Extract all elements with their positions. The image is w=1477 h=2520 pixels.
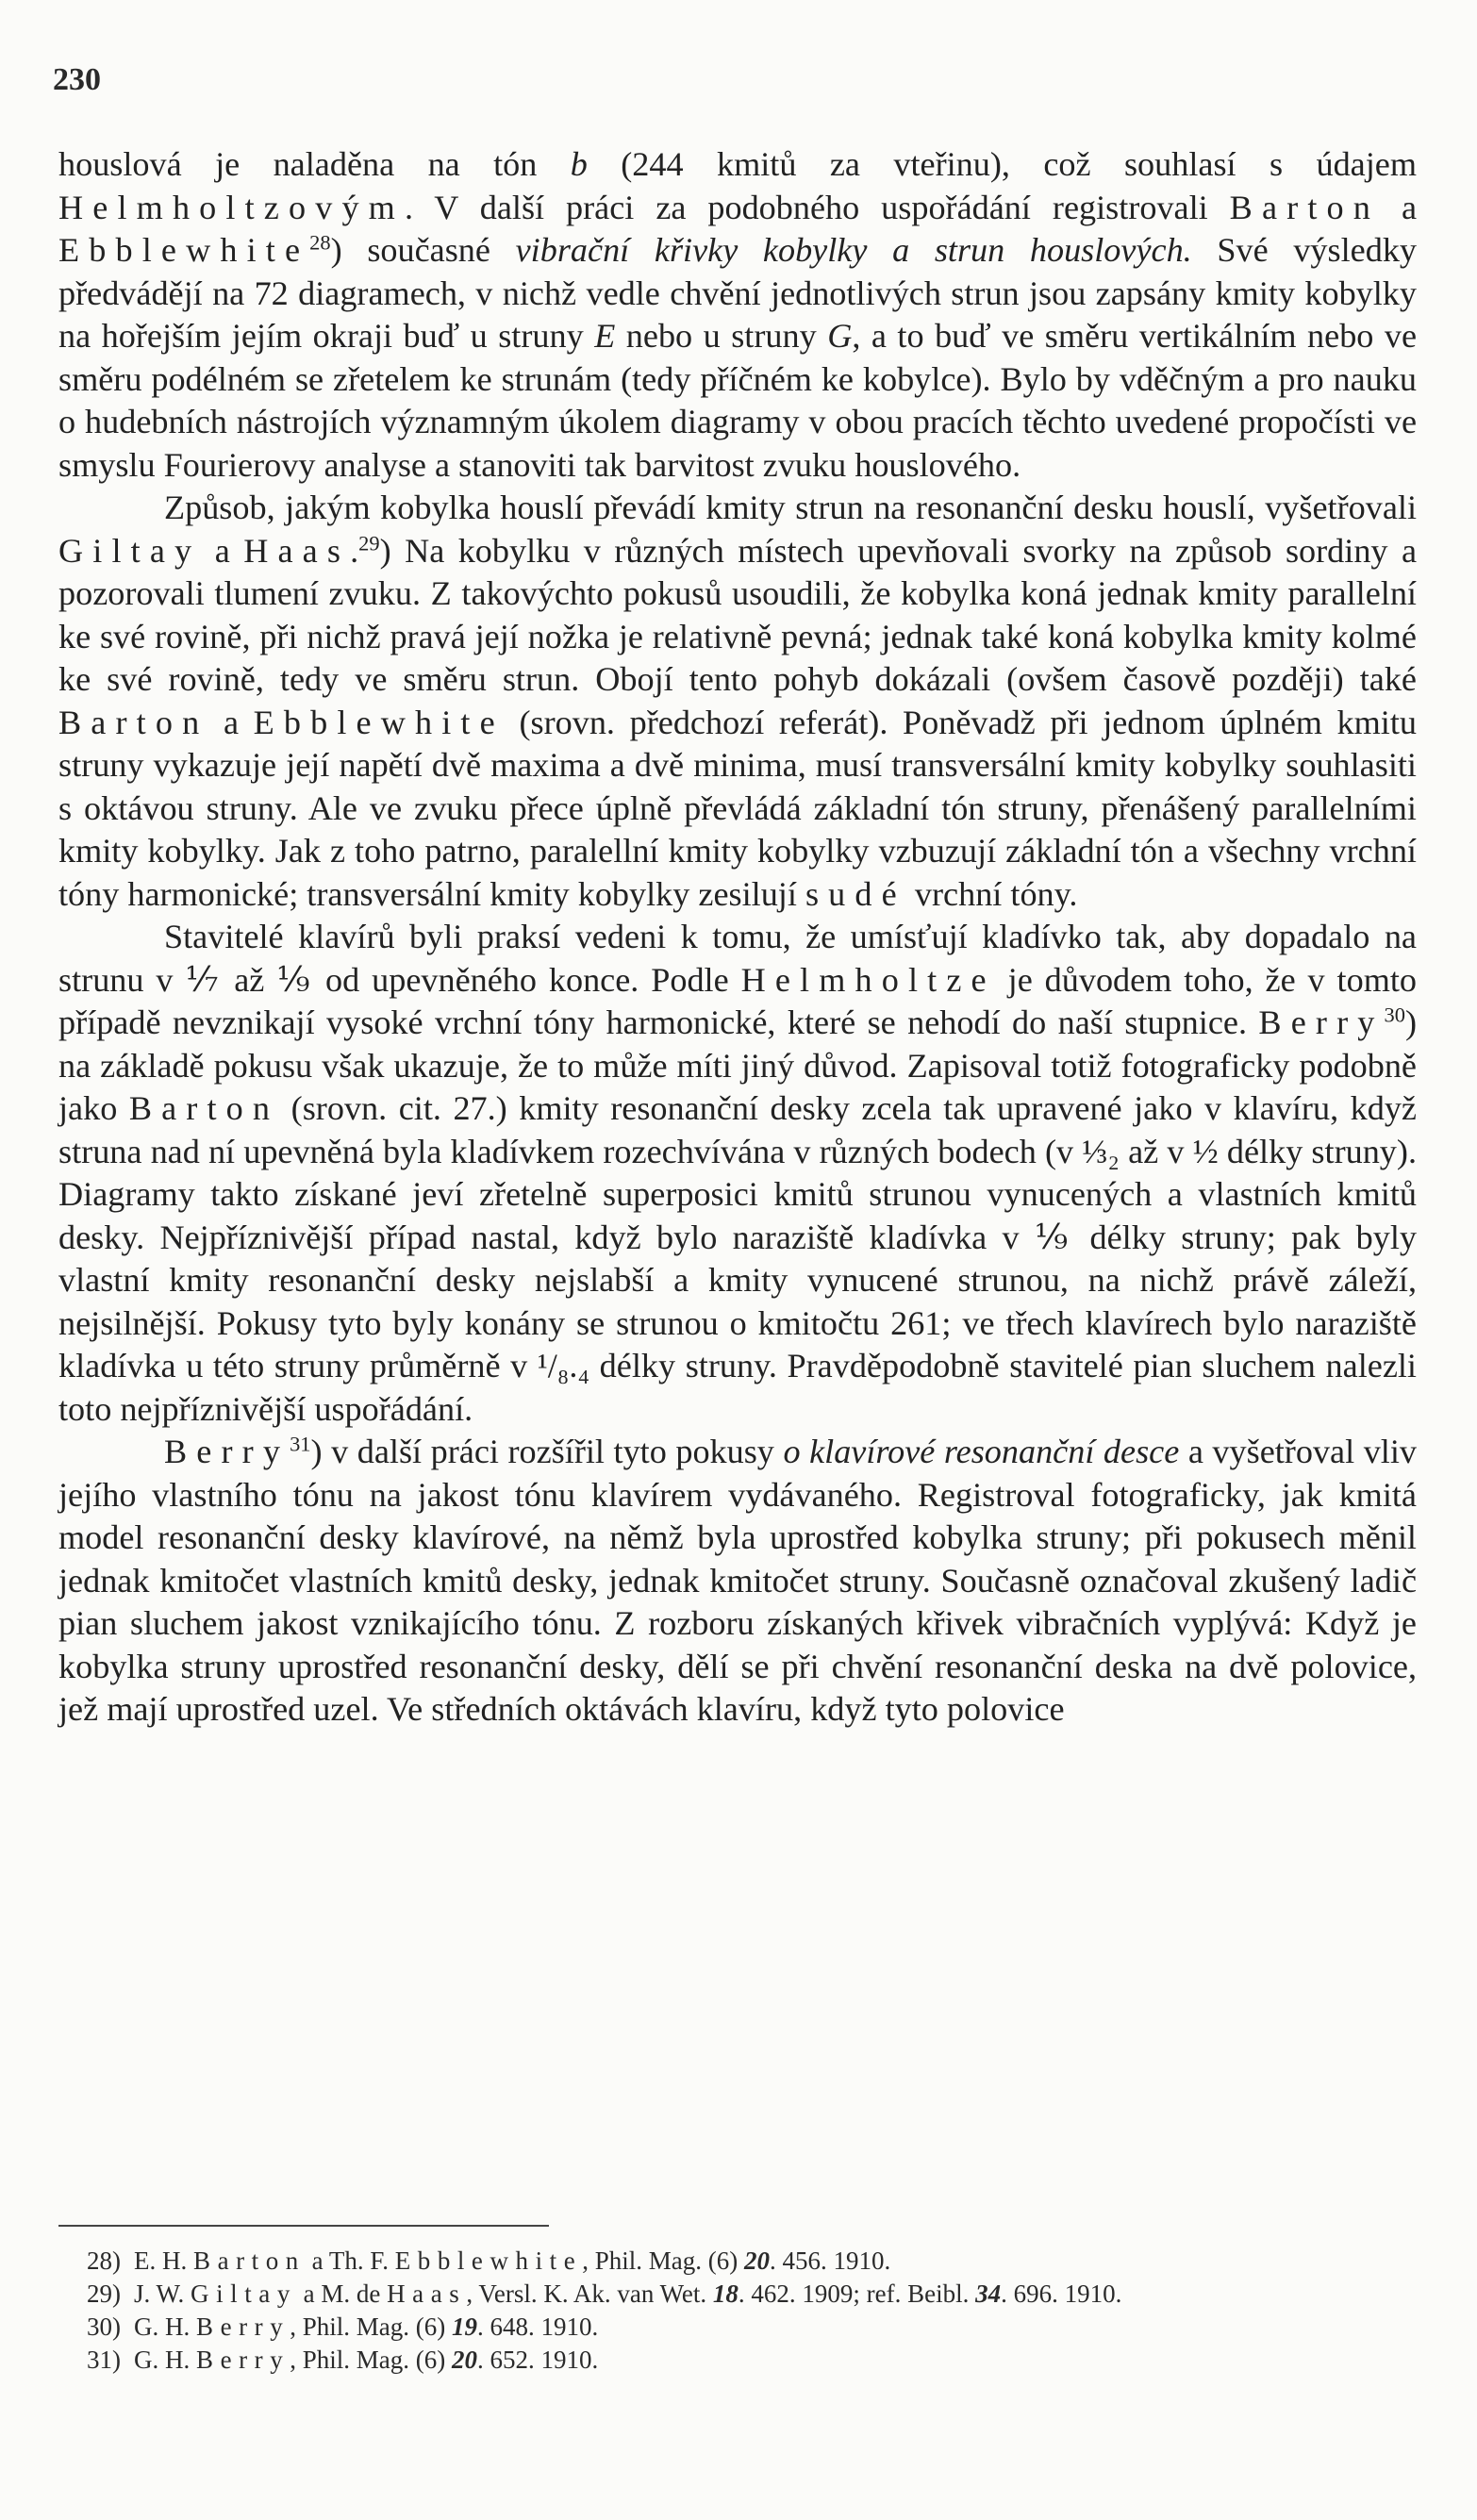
footnote-text: [134, 2346, 598, 2374]
spaced-name: Giltay: [58, 531, 202, 570]
spaced-name: Haas: [243, 531, 351, 570]
text-run: J. W.: [134, 2280, 191, 2308]
text-run: , Versl. K. Ak. van Wet.: [466, 2280, 713, 2308]
text-run: ) v další práci rozšířil tyto pokusy: [310, 1433, 784, 1470]
text-run: a Th. F.: [305, 2246, 395, 2275]
text-run: a: [208, 703, 254, 741]
spaced-name: Haas: [387, 2280, 467, 2308]
spaced-name: Barton: [58, 703, 209, 741]
text-run: Stavitelé klavírů byli praksí vedeni k tomu, že umísťují kladívko tak, aby dopadalo na strunu v ⅐ až ⅑ od upevněného konce. Podle: [58, 918, 1417, 999]
text-run: ) současné: [330, 231, 516, 269]
body-text: [58, 143, 1417, 1732]
text-run: vrchní tóny.: [905, 874, 1078, 913]
text-run: . V další práci za podobného uspořádání registrovali: [404, 188, 1230, 226]
footnote-text: [134, 2280, 1121, 2308]
text-run: a vyšetřoval vliv jejího vlastního tónu na jakost tónu klavírem vydávaného. Registroval fotograficky, jak kmitá model resonanční desky klavírové, na němž byla uprostřed kobylka struny; při pokusech měnil jednak kmitočet vlastních kmitů desky, jednak kmitočet struny. Současně označoval zkušený ladič pian sluchem jakost vznikajícího tónu. Z rozboru získaných křivek vibračních vyplývá: Když je kobylka struny uprostřed resonanční desky, dělí se při chvění resonanční deska na dvě polovice, jež mají uprostřed uzel. Ve středních oktávách klavíru, když tyto polovice: [58, 1433, 1417, 1728]
volume-number: 18: [712, 2280, 738, 2308]
text-run: Své výsledky předvádějí na 72 diagramech, v nichž vedle chvění jednotlivých strun jsou zapsány kmity kobylky na hořejším jejím okraji buď u struny: [58, 231, 1418, 355]
footnotes: [58, 2245, 1417, 2377]
text-run: . 696. 1910.: [1001, 2280, 1122, 2308]
footnote-text: [134, 2313, 598, 2341]
text-run: (srovn. předchozí referát). Poněvadž při jednom úplném kmitu struny vykazuje její napětí dvě maxima a dvě minima, musí transversální kmity kobylky souhlasiti s oktávou struny. Ale ve zvuku přece úplně převládá základní tón struny, přenášený parallelními kmity kobylky. Jak z toho patrno, paralellní kmity kobylky vzbuzují základní tón a všechny vrchní tóny harmonické; transversální kmity kobylky zesilují: [58, 703, 1417, 913]
text-run: E. H.: [134, 2246, 193, 2275]
text-run: .: [350, 531, 359, 570]
italic-text: o klavírové resonanční desce: [783, 1433, 1180, 1470]
footnote-number: 31): [87, 2346, 121, 2374]
spaced-name: Berry: [1258, 1003, 1385, 1041]
text-run: Způsob, jakým kobylka houslí převádí kmity strun na resonanční desku houslí, vyšetřovali: [164, 489, 1417, 526]
footnote-28: [58, 2245, 1417, 2278]
text-run: (244 kmitů za vteřinu), což souhlasí s údajem: [587, 145, 1417, 183]
footnote-29: [58, 2278, 1417, 2311]
text-run: G. H.: [134, 2346, 196, 2374]
spaced-name: Giltay: [191, 2280, 297, 2308]
text-run: ) Na kobylku v různých místech upevňovali svorky na způsob sordiny a pozorovali tlumení zvuku. Z takovýchto pokusů usoudili, že kobylka koná jednak kmity parallelní ke své rovině, při nichž pravá její nožka je relativně pevná; jednak také koná kobylka kmity kolmé ke své rovině, tedy ve směru strun. Obojí tento pohyb dokázali (ovšem časově později) také: [58, 531, 1418, 698]
footnote-ref: 28: [309, 230, 331, 255]
text-run: , Phil. Mag. (6): [582, 2246, 745, 2275]
footnote-text: [134, 2246, 890, 2275]
text-run: . 462. 1909; ref. Beibl.: [738, 2280, 976, 2308]
text-run: . 652. 1910.: [477, 2346, 599, 2374]
spaced-name: Barton: [1229, 188, 1380, 226]
volume-number: 20: [452, 2346, 478, 2374]
italic-text: E: [594, 317, 616, 355]
text-run: je důvodem toho, že v tomto případě nevznikají vysoké vrchní tóny harmonické, které se nehodí do naší stupnice.: [58, 960, 1417, 1041]
footnote-number: 29): [87, 2280, 121, 2308]
italic-text: b: [570, 145, 588, 183]
spaced-name: Berry: [164, 1433, 290, 1470]
spaced-name: Helmholtze: [740, 960, 996, 999]
text-run: a: [201, 531, 244, 570]
footnote-number: 30): [87, 2313, 121, 2341]
paragraph-4: [58, 1431, 1417, 1732]
text-run: (srovn. cit. 27.) kmity resonanční desky zcela tak upravené jako v klavíru, když struna nad ní upevněná byla kladívkem rozechvívána v různých bodech (v ⅓₂ až v ½ délky struny). Diagramy takto získané jeví zřetelně superposici kmitů strunou vynucených a vlastních kmitů desky. Nejpříznivější případ nastal, když bylo naraziště kladívka v ⅑ délky struny; pak byly vlastní kmity resonanční desky nejslabší a kmity vynucené strunou, na nichž právě záleží, nejsilnější. Pokusy tyto byly konány se strunou o kmitočtu 261; ve třech klavírech bylo naraziště kladívka u této struny průměrně v ¹/₈.₄ délky struny. Pravděpodobně stavitelé pian sluchem nalezli toto nejpříznivější uspořádání.: [58, 1089, 1417, 1428]
footnote-number: 28): [87, 2246, 121, 2275]
footnote-separator: [58, 2225, 549, 2227]
footnote-ref: 31: [290, 1432, 311, 1456]
spaced-name: Ebblewhite: [394, 2246, 583, 2275]
text-run: . 456. 1910.: [770, 2246, 891, 2275]
spaced-name: Berry: [196, 2346, 290, 2374]
text-run: nebo u struny: [615, 317, 828, 355]
text-run: , Phil. Mag. (6): [290, 2346, 453, 2374]
text-run: houslová je naladěna na tón: [58, 145, 571, 183]
spaced-name: Helmholtzovým: [58, 188, 405, 226]
text-run: ) na základě pokusu však ukazuje, že to může míti jiný důvod. Zapisoval totiž fotograficky podobně jako: [58, 1003, 1417, 1127]
page-number: 230: [53, 62, 101, 97]
volume-number: 20: [744, 2246, 771, 2275]
spaced-name: Berry: [196, 2313, 290, 2341]
footnote-ref: 30: [1384, 1003, 1405, 1027]
volume-number: 19: [452, 2313, 478, 2341]
text-run: a: [1379, 188, 1418, 226]
text-run: , a to buď ve směru vertikálním nebo ve směru podélném se zřetelem ke strunám (tedy příčném ke kobylce). Bylo by vděčným a pro nauku o hudebních nástrojích významným úkolem diagramy v obou pracích těchto uvedené propočísti ve smyslu Fourierovy analyse a stanoviti tak barvitost zvuku houslového.: [58, 317, 1418, 484]
text-run: . 648. 1910.: [477, 2313, 599, 2341]
volume-number: 34: [975, 2280, 1002, 2308]
italic-text: G: [827, 317, 853, 355]
footnote-ref: 29: [358, 531, 380, 555]
text-run: G. H.: [134, 2313, 196, 2341]
paragraph-1: [58, 143, 1417, 487]
spaced-name: Barton: [128, 1089, 280, 1127]
spaced-name: sudé: [805, 874, 906, 913]
spaced-name: Barton: [193, 2246, 306, 2275]
text-run: , Phil. Mag. (6): [290, 2313, 453, 2341]
paragraph-3: [58, 916, 1417, 1431]
paragraph-2: [58, 487, 1417, 916]
footnote-31: [58, 2344, 1417, 2377]
footnote-30: [58, 2311, 1417, 2344]
italic-text: vibrační křivky kobylky a strun houslových.: [515, 231, 1192, 269]
spaced-name: Ebblewhite: [58, 231, 310, 269]
spaced-name: Ebblewhite: [253, 703, 505, 741]
text-run: a M. de: [296, 2280, 388, 2308]
